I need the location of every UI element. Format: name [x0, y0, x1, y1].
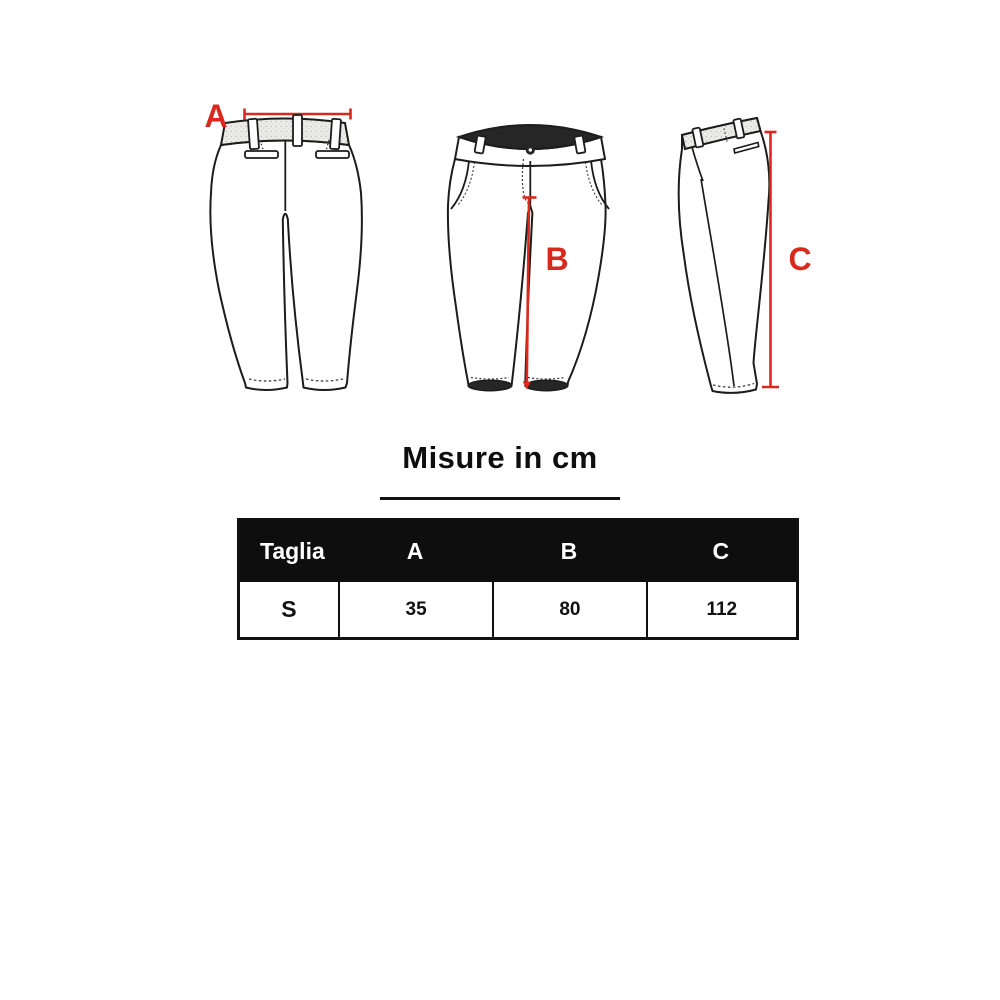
page-title: Misure in cm [402, 440, 598, 475]
measure-label-a: A [204, 98, 228, 134]
header-cell-a: A [338, 521, 492, 582]
header-cell-c: C [646, 521, 796, 582]
size-table [237, 518, 799, 640]
measure-label-b: B [545, 241, 569, 277]
pants-front-view-illustration [445, 95, 615, 405]
title-underline [380, 497, 620, 500]
cell-b-value: 80 [492, 582, 645, 637]
cell-size: S [240, 582, 338, 637]
header-cell-b: B [492, 521, 645, 582]
cell-c-value: 112 [646, 582, 796, 637]
pants-back-view-illustration [200, 95, 370, 405]
measure-label-c: C [788, 241, 812, 277]
header-cell-taglia: Taglia [240, 521, 338, 582]
cell-a-value: 35 [338, 582, 492, 637]
